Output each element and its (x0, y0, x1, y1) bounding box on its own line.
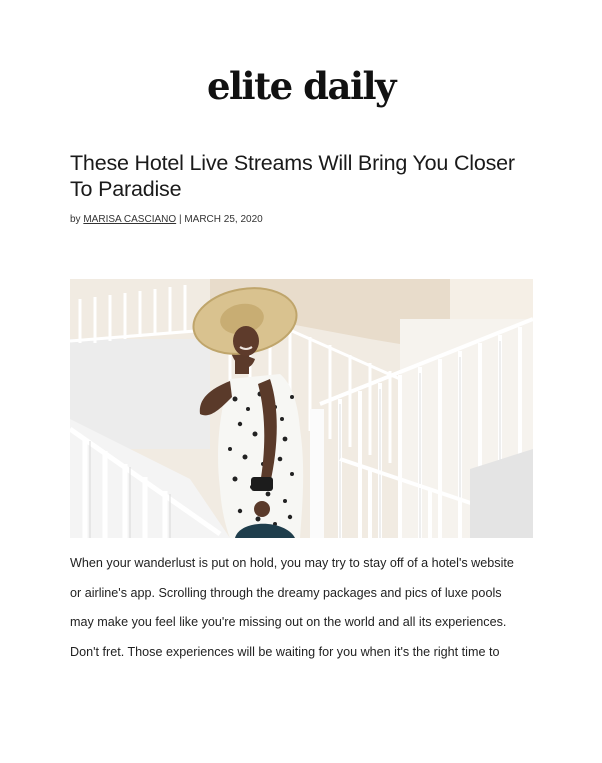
hero-image (70, 279, 533, 538)
author-link[interactable]: MARISA CASCIANO (83, 214, 177, 225)
body-line: or airline's app. Scrolling through the dreamy packages and pics of luxe pools (70, 585, 502, 600)
byline (70, 214, 263, 225)
publish-date: MARCH 25, 2020 (184, 214, 263, 225)
body-line: may make you feel like you're missing out on the world and all its experiences. (70, 615, 507, 629)
byline-separator: | (178, 214, 182, 225)
body-line: When your wanderlust is put on hold, you may try to stay off of a hotel's website (70, 556, 514, 570)
body-line: Don't fret. Those experiences will be waiting for you when it's the right time to (70, 644, 500, 659)
site-logo[interactable]: elite daily (206, 64, 396, 108)
byline-prefix: by (70, 214, 81, 225)
article-title: These Hotel Live Streams Will Bring You Closer To Paradise (70, 151, 515, 201)
article-body (70, 549, 540, 667)
